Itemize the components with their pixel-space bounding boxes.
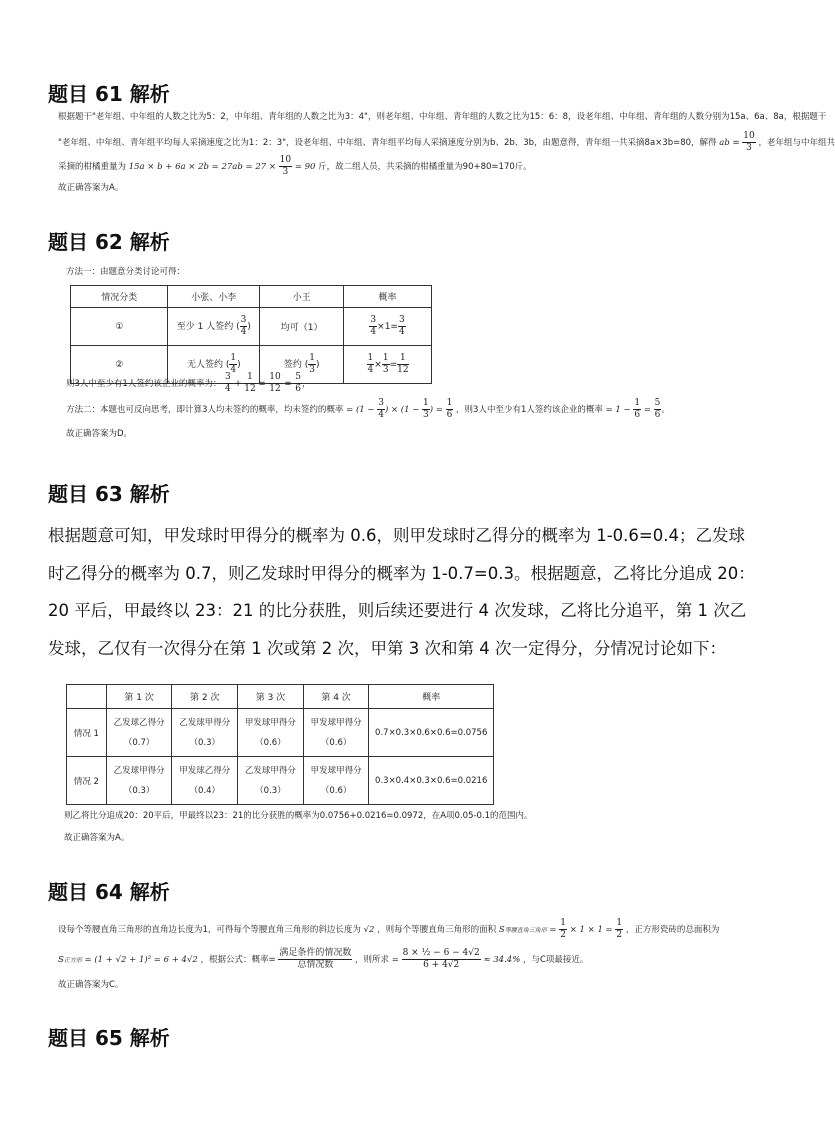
row-label: 情况 2: [67, 757, 107, 805]
q63-paragraph: 根据题意可知，甲发球时甲得分的概率为 0.6，则甲发球时乙得分的概率为 1-0.6=0.4；乙发球时乙得分的概率为 0.7，则乙发球时甲得分的概率为 1-0.7=0.3。根据题意，乙将比分追成 20：20 平后，甲最终以 23：21 的比分获胜，则后续还要进行 4 次发球，乙将比分追平，第 1 次乙发球，乙仅有一次得分在第 1 次或第 2 次，甲第 3 次和第 4 次一定得分，分情况讨论如下：: [48, 526, 755, 658]
table-cell: 乙发球甲得分 （0.3）: [172, 709, 238, 757]
table-cell: 甲发球乙得分 （0.4）: [172, 757, 238, 805]
table-cell: ②: [71, 346, 168, 384]
q62-method1: 方法一：由题意分类讨论可得：: [66, 267, 186, 277]
q63-conclusion: 则乙将比分追成20：20平后，甲最终以23：21的比分获胜的概率为0.0756+0.0216=0.0972，在A项0.05-0.1的范围内。: [64, 811, 533, 821]
q63-answer: 故正确答案为A。: [64, 833, 130, 843]
table-cell: 甲发球甲得分 （0.6）: [238, 709, 304, 757]
q62-table: [70, 285, 432, 384]
q62-title: 题目 62 解析: [48, 230, 170, 254]
table-cell: 0.7×0.3×0.6×0.6=0.0756: [369, 709, 494, 757]
q64-answer: 故正确答案为C。: [58, 980, 124, 990]
table-cell: 至少 1 人签约 ( $\frac{3}{4}$ ): [168, 308, 260, 346]
table-cell: 无人签约 ( $\frac{1}{4}$ ): [168, 346, 260, 384]
table-cell: 0.3×0.4×0.3×0.6=0.0216: [369, 757, 494, 805]
table-cell: ①: [71, 308, 168, 346]
q64-line1: 设每个等腰直角三角形的直角边长度为1，可得每个等腰直角三角形的斜边长度为 √2 ，则每个等腰直角三角形的面积 S等腰直角三角形 = $\frac{1}{2}$ × 1 × 1 = $\frac{1}{2}$ ，正方形瓷砖的总面积为: [58, 918, 720, 940]
q64-title: 题目 64 解析: [48, 880, 170, 904]
table-header: 第 1 次: [106, 685, 172, 709]
table-header: 小王: [260, 286, 344, 308]
q61-answer: 故正确答案为A。: [58, 183, 124, 193]
table-header-row: [67, 685, 494, 709]
table-header: 第 3 次: [238, 685, 304, 709]
table-header: 情况分类: [71, 286, 168, 308]
table-cell: 签约 ( $\frac{1}{3}$ ): [260, 346, 344, 384]
table-header: 概率: [369, 685, 494, 709]
table-row: [71, 308, 432, 346]
table-cell: 乙发球甲得分 （0.3）: [238, 757, 304, 805]
row-label: 情况 1: [67, 709, 107, 757]
table-cell: 甲发球甲得分 （0.6）: [303, 757, 369, 805]
q63-table: [66, 684, 494, 805]
table-header: 第 4 次: [303, 685, 369, 709]
q63-title: 题目 63 解析: [48, 482, 170, 506]
table-header-row: [71, 286, 432, 308]
table-cell: 乙发球甲得分 （0.3）: [106, 757, 172, 805]
table-cell: $\frac{1}{4}$ × $\frac{1}{3}$ = $\frac{1}{12}$: [344, 346, 432, 384]
table-cell: 乙发球乙得分 （0.7）: [106, 709, 172, 757]
table-row: [67, 709, 494, 757]
table-header: 概率: [344, 286, 432, 308]
q61-line2: "老年组、中年组、青年组平均每人采摘速度之比为1：2：3"，设老年组、中年组、青年组平均每人采摘速度分别为b、2b、3b，由题意得，青年组一共采摘8a×3b=80，解得 ab = $\frac{10}{3}$ ，老年组与中年组共: [58, 131, 835, 153]
q61-line1: 根据题干"老年组、中年组的人数之比为5：2，中年组、青年组的人数之比为3：4"，则老年组、中年组、青年组的人数之比为15：6：8，设老年组、中年组、青年组的人数分别为15a、6a、8a，根据题干: [58, 112, 827, 122]
q65-title: 题目 65 解析: [48, 1026, 170, 1050]
table-cell: $\frac{3}{4}$ ×1= $\frac{3}{4}$: [344, 308, 432, 346]
q61-title: 题目 61 解析: [48, 82, 170, 106]
table-header: 小张、小李: [168, 286, 260, 308]
table-cell: 甲发球甲得分 （0.6）: [303, 709, 369, 757]
table-header: 第 2 次: [172, 685, 238, 709]
q61-line3: 采摘的柑橘重量为 15a × b + 6a × 2b = 27ab = 27 × $\frac{10}{3}$ = 90 斤，故二组人员，共采摘的柑橘重量为90+80=170斤。: [58, 155, 532, 177]
q62-answer: 故正确答案为D。: [66, 429, 133, 439]
q62-method2: 方法二：本题也可反向思考，即计算3人均未签约的概率，均未签约的概率 = (1 − $\frac{3}{4}$ ) × (1 − $\frac{1}{3}$ ) = $\frac{1}{6}$ ，则3人中至少有1人签约该企业的概率 = 1 − $\frac{1}{6}$ = $\frac{5}{6}$ 。: [66, 398, 670, 420]
table-header: [67, 685, 107, 709]
q64-line2: S正方形 = (1 + √2 + 1)² = 6 + 4√2 ，根据公式：概率= 满足条件的情况数 总情况数 ，则所求 = $\frac{\text{8 × ½ − 6 − 4√2}}{6 + 4√2}$ ≈ 34.4% ，与C项最接近。: [58, 948, 589, 970]
table-cell: 均可（1）: [260, 308, 344, 346]
q62-prob-line: 则3人中至少有1人签约该企业的概率为： $\frac{3}{4}$ + $\frac{1}{12}$ = $\frac{10}{12}$ = $\frac{5}{6}$ ，: [66, 372, 311, 394]
table-row: [67, 757, 494, 805]
